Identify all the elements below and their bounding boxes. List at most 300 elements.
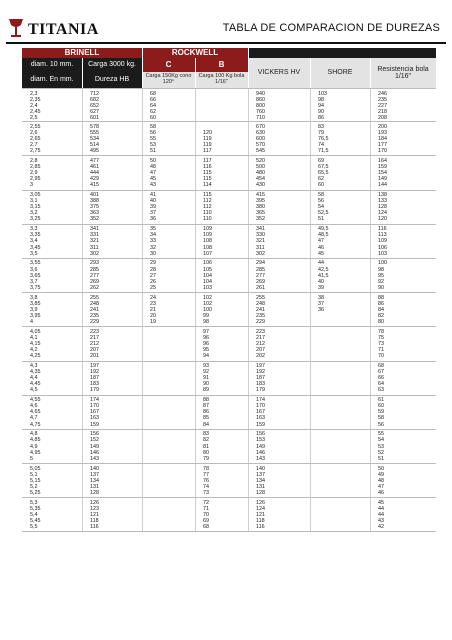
table-cell: 84: [378, 306, 384, 313]
table-cell: 156: [256, 431, 265, 438]
table-cell: 105: [203, 266, 212, 273]
table-cell: 3,35: [30, 232, 41, 239]
table-cell: 159: [378, 163, 387, 170]
table-cell: 600: [256, 135, 265, 142]
table-cell: 86: [378, 300, 384, 307]
table-cell: 97: [203, 328, 209, 335]
table-cell: 65,5: [318, 170, 329, 177]
table-cell: 365: [256, 210, 265, 217]
column-divider: [370, 156, 371, 189]
table-cell: 202: [256, 353, 265, 360]
comparison-table: [22, 48, 436, 532]
table-cell: 3,2: [30, 210, 38, 217]
table-cell: 5,15: [30, 477, 41, 484]
column-divider: [195, 430, 196, 463]
column-divider: [142, 89, 143, 121]
table-cell: 4,1: [30, 334, 38, 341]
table-cell: 159: [90, 421, 99, 428]
table-row-group: [22, 122, 436, 156]
table-cell: 5,1: [30, 471, 38, 478]
table-cell: 2,65: [30, 135, 41, 142]
table-cell: 81: [203, 443, 209, 450]
column-divider: [370, 396, 371, 429]
table-cell: 261: [256, 284, 265, 291]
column-divider: [310, 156, 311, 189]
column-divider: [82, 191, 83, 224]
table-cell: 41: [150, 192, 156, 199]
table-cell: 760: [256, 108, 265, 115]
table-cell: 429: [90, 176, 99, 183]
column-divider: [82, 122, 83, 155]
table-cell: 124: [378, 210, 387, 217]
table-cell: 4,25: [30, 353, 41, 360]
table-cell: 60: [150, 114, 156, 121]
table-cell: 88: [203, 397, 209, 404]
table-cell: 85: [203, 415, 209, 422]
table-cell: 401: [90, 192, 99, 199]
table-cell: 43: [378, 518, 384, 525]
table-cell: 36: [150, 216, 156, 223]
table-cell: 20: [150, 312, 156, 319]
table-cell: 235: [256, 312, 265, 319]
table-cell: 5: [30, 455, 33, 462]
table-cell: 4,35: [30, 369, 41, 376]
table-cell: 25: [150, 284, 156, 291]
column-divider: [142, 293, 143, 326]
column-divider: [370, 498, 371, 531]
table-cell: 58: [378, 415, 384, 422]
table-cell: 76: [203, 477, 209, 484]
table-cell: 3,8: [30, 294, 38, 301]
table-row-group: [22, 430, 436, 464]
table-cell: 89: [203, 387, 209, 394]
column-divider: [195, 327, 196, 360]
table-cell: 51: [150, 148, 156, 155]
column-divider: [370, 122, 371, 155]
table-cell: 123: [90, 505, 99, 512]
table-cell: 108: [203, 238, 212, 245]
table-cell: 35: [150, 226, 156, 233]
table-cell: 940: [256, 90, 265, 97]
table-cell: 48,5: [318, 232, 329, 239]
table-cell: 174: [90, 397, 99, 404]
table-cell: 352: [256, 216, 265, 223]
table-cell: 53: [150, 141, 156, 148]
table-cell: 52: [378, 449, 384, 456]
header-diam-en: diam. En mm.: [22, 72, 82, 88]
table-cell: 44: [378, 505, 384, 512]
table-cell: 39: [318, 284, 324, 291]
table-cell: 454: [256, 176, 265, 183]
table-cell: 167: [256, 409, 265, 416]
table-cell: 5,2: [30, 483, 38, 490]
table-cell: 375: [90, 204, 99, 211]
table-cell: 120: [203, 129, 212, 136]
column-divider: [370, 430, 371, 463]
table-cell: 78: [203, 465, 209, 472]
column-divider: [142, 156, 143, 189]
table-cell: 99: [203, 312, 209, 319]
table-cell: 2,55: [30, 123, 41, 130]
table-cell: 88: [378, 294, 384, 301]
table-cell: 415: [256, 192, 265, 199]
table-cell: 3,1: [30, 198, 38, 205]
table-cell: 3,6: [30, 266, 38, 273]
wine-glass-icon: [6, 17, 26, 39]
table-cell: 48: [150, 163, 156, 170]
table-cell: 56: [150, 129, 156, 136]
table-cell: 3,05: [30, 192, 41, 199]
table-cell: 183: [256, 381, 265, 388]
table-cell: 98: [203, 319, 209, 326]
table-cell: 246: [378, 90, 387, 97]
table-cell: 2,4: [30, 102, 38, 109]
table-cell: 19: [150, 319, 156, 326]
column-divider: [248, 498, 249, 531]
table-cell: 223: [90, 328, 99, 335]
column-divider: [310, 464, 311, 497]
table-cell: 3,55: [30, 260, 41, 267]
table-cell: 192: [256, 369, 265, 376]
table-cell: 183: [90, 381, 99, 388]
table-cell: 143: [90, 455, 99, 462]
table-cell: 66: [378, 375, 384, 382]
header-rule: [6, 42, 446, 44]
table-cell: 33: [150, 238, 156, 245]
table-cell: 46: [378, 489, 384, 496]
table-cell: 80: [378, 319, 384, 326]
table-cell: 285: [256, 266, 265, 273]
table-cell: 37: [150, 210, 156, 217]
table-cell: 207: [90, 347, 99, 354]
table-cell: 67: [378, 369, 384, 376]
column-divider: [370, 327, 371, 360]
column-divider: [195, 396, 196, 429]
table-cell: 24: [150, 294, 156, 301]
header-carga3000: Carga 3000 kg.: [82, 58, 142, 72]
table-cell: 630: [256, 129, 265, 136]
header-spacer: [248, 48, 436, 58]
table-body: [22, 88, 436, 532]
table-cell: 860: [256, 96, 265, 103]
table-cell: 75: [378, 334, 384, 341]
column-divider: [82, 464, 83, 497]
header-resistencia: Resistencia bola 1/16": [370, 58, 436, 88]
table-cell: 670: [256, 123, 265, 130]
column-divider: [310, 362, 311, 395]
table-cell: 197: [90, 363, 99, 369]
table-cell: 545: [256, 148, 265, 155]
column-divider: [195, 191, 196, 224]
table-cell: 95: [203, 347, 209, 354]
column-divider: [248, 156, 249, 189]
table-cell: 710: [256, 114, 265, 121]
table-cell: 66: [150, 96, 156, 103]
table-cell: 134: [90, 477, 99, 484]
table-cell: 179: [256, 387, 265, 394]
table-row-group: [22, 396, 436, 430]
table-cell: 269: [90, 278, 99, 285]
column-divider: [142, 225, 143, 258]
table-cell: 92: [378, 278, 384, 285]
table-cell: 110: [203, 216, 212, 223]
table-cell: 218: [378, 108, 387, 115]
column-divider: [82, 430, 83, 463]
table-cell: 73: [203, 489, 209, 496]
table-cell: 38: [318, 294, 324, 301]
header-brinell: BRINELL: [22, 48, 142, 58]
logo-text: TITANIA: [28, 21, 99, 38]
table-cell: 42: [378, 524, 384, 531]
table-cell: 2,3: [30, 90, 38, 97]
table-cell: 59: [378, 409, 384, 416]
column-divider: [310, 396, 311, 429]
table-cell: 146: [256, 449, 265, 456]
table-cell: 170: [90, 403, 99, 410]
table-cell: 3: [30, 182, 33, 189]
table-cell: 170: [256, 403, 265, 410]
table-cell: 223: [256, 328, 265, 335]
table-cell: 42,5: [318, 266, 329, 273]
table-cell: 302: [256, 250, 265, 257]
table-row-group: [22, 225, 436, 259]
table-cell: 352: [90, 216, 99, 223]
table-cell: 32: [150, 244, 156, 251]
table-cell: 520: [256, 157, 265, 164]
table-cell: 49: [378, 471, 384, 478]
table-cell: 118: [90, 518, 99, 525]
table-cell: 64: [378, 381, 384, 388]
column-divider: [248, 89, 249, 121]
table-cell: 51: [318, 216, 324, 223]
table-cell: 156: [90, 431, 99, 438]
table-cell: 61: [378, 397, 384, 404]
table-cell: 3,95: [30, 312, 41, 319]
table-cell: 30: [150, 250, 156, 257]
table-cell: 43: [150, 182, 156, 189]
table-cell: 3,75: [30, 284, 41, 291]
table-cell: 3,9: [30, 306, 38, 313]
column-divider: [310, 293, 311, 326]
table-cell: 116: [203, 163, 212, 170]
header-vickers: VICKERS HV: [248, 58, 310, 88]
table-cell: 477: [90, 157, 99, 164]
table-cell: 34: [150, 232, 156, 239]
table-cell: 601: [90, 114, 99, 121]
table-cell: 78: [378, 328, 384, 335]
table-cell: 2,45: [30, 108, 41, 115]
column-divider: [82, 498, 83, 531]
column-divider: [82, 327, 83, 360]
table-cell: 3,3: [30, 226, 38, 233]
table-cell: 126: [256, 499, 265, 506]
table-cell: 131: [256, 483, 265, 490]
column-divider: [142, 396, 143, 429]
table-cell: 128: [378, 204, 387, 211]
table-cell: 109: [203, 232, 212, 239]
table-cell: 2,85: [30, 163, 41, 170]
table-cell: 800: [256, 102, 265, 109]
column-divider: [248, 225, 249, 258]
table-cell: 212: [90, 341, 99, 347]
column-divider: [142, 259, 143, 292]
table-cell: 187: [90, 375, 99, 382]
table-row-group: [22, 259, 436, 293]
table-cell: 119: [203, 141, 212, 148]
table-cell: 102: [203, 300, 212, 307]
table-cell: 255: [256, 294, 265, 301]
table-cell: 4,9: [30, 443, 38, 450]
table-cell: 4,75: [30, 421, 41, 428]
table-cell: 4,85: [30, 437, 41, 444]
header-c: C: [142, 58, 195, 72]
table-cell: 69: [318, 157, 324, 164]
column-divider: [195, 225, 196, 258]
table-cell: 255: [90, 294, 99, 301]
column-divider: [248, 259, 249, 292]
table-cell: 82: [203, 437, 209, 444]
table-cell: 121: [90, 511, 99, 518]
table-cell: 212: [256, 341, 265, 347]
column-divider: [142, 327, 143, 360]
table-cell: 341: [90, 226, 99, 233]
table-cell: 5,3: [30, 499, 38, 506]
table-cell: 330: [256, 232, 265, 239]
table-cell: 63: [378, 387, 384, 394]
table-cell: 128: [90, 489, 99, 496]
column-divider: [370, 464, 371, 497]
column-divider: [370, 225, 371, 258]
table-cell: 67,5: [318, 163, 329, 170]
table-cell: 154: [378, 170, 387, 177]
table-cell: 104: [203, 278, 212, 285]
table-cell: 92: [203, 369, 209, 376]
table-cell: 131: [90, 483, 99, 490]
table-cell: 48: [378, 477, 384, 484]
table-cell: 94: [203, 353, 209, 360]
table-cell: 64: [150, 102, 156, 109]
table-cell: 39: [150, 204, 156, 211]
table-cell: 152: [90, 437, 99, 444]
table-cell: 3,15: [30, 204, 41, 211]
table-cell: 395: [256, 198, 265, 205]
table-cell: 137: [256, 471, 265, 478]
table-cell: 124: [256, 505, 265, 512]
table-cell: 248: [256, 300, 265, 307]
column-divider: [142, 362, 143, 395]
table-cell: 94: [318, 102, 324, 109]
table-cell: 73: [378, 341, 384, 347]
table-cell: 83: [203, 431, 209, 438]
table-cell: 47: [378, 483, 384, 490]
table-cell: 3,65: [30, 272, 41, 279]
table-cell: 4,8: [30, 431, 38, 438]
column-divider: [82, 89, 83, 121]
table-cell: 98: [378, 266, 384, 273]
table-cell: 217: [90, 334, 99, 341]
table-cell: 117: [203, 157, 212, 164]
table-cell: 114: [203, 182, 212, 189]
table-cell: 138: [378, 192, 387, 199]
table-cell: 3,25: [30, 216, 41, 223]
table-cell: 45: [150, 176, 156, 183]
table-cell: 62: [318, 176, 324, 183]
header-shore: SHORE: [310, 58, 370, 88]
table-cell: 578: [90, 123, 99, 130]
column-divider: [142, 430, 143, 463]
table-cell: 128: [256, 489, 265, 496]
column-divider: [142, 191, 143, 224]
table-cell: 71,5: [318, 148, 329, 155]
column-divider: [142, 464, 143, 497]
table-cell: 4,6: [30, 403, 38, 410]
table-cell: 46: [318, 244, 324, 251]
table-cell: 68: [203, 524, 209, 531]
header-carga150: Carga 150Kg cono 120°: [142, 72, 195, 88]
table-cell: 4,05: [30, 328, 41, 335]
table-cell: 3,85: [30, 300, 41, 307]
table-cell: 53: [378, 443, 384, 450]
table-cell: 5,05: [30, 465, 41, 472]
column-divider: [195, 89, 196, 121]
table-cell: 49,5: [318, 226, 329, 233]
column-divider: [310, 191, 311, 224]
column-divider: [248, 293, 249, 326]
table-cell: 108: [203, 244, 212, 251]
table-cell: 60: [378, 403, 384, 410]
table-cell: 112: [203, 204, 212, 211]
table-cell: 50: [150, 157, 156, 164]
header-b: B: [195, 58, 248, 72]
table-cell: 235: [378, 96, 387, 103]
table-cell: 47: [318, 238, 324, 245]
column-divider: [82, 259, 83, 292]
table-row-group: [22, 88, 436, 122]
table-cell: 331: [90, 232, 99, 239]
table-cell: 712: [90, 90, 99, 97]
table-cell: 4,3: [30, 363, 38, 369]
table-cell: 47: [150, 170, 156, 177]
table-cell: 116: [256, 524, 265, 531]
table-row-group: [22, 293, 436, 327]
column-divider: [370, 293, 371, 326]
table-cell: 54: [378, 437, 384, 444]
table-cell: 68: [150, 90, 156, 97]
table-cell: 341: [256, 226, 265, 233]
column-divider: [195, 156, 196, 189]
table-cell: 2,75: [30, 148, 41, 155]
column-divider: [310, 89, 311, 121]
table-cell: 29: [150, 260, 156, 267]
table-cell: 4,4: [30, 375, 38, 382]
table-cell: 4,45: [30, 381, 41, 388]
table-cell: 28: [150, 266, 156, 273]
table-cell: 5,4: [30, 511, 38, 518]
table-cell: 109: [203, 226, 212, 233]
table-row-group: [22, 498, 436, 532]
table-cell: 500: [256, 163, 265, 170]
table-cell: 5,45: [30, 518, 41, 525]
table-cell: 200: [378, 123, 387, 130]
table-cell: 4,95: [30, 449, 41, 456]
table-cell: 2,9: [30, 170, 38, 177]
table-cell: 5,35: [30, 505, 41, 512]
table-cell: 51: [378, 455, 384, 462]
table-cell: 104: [203, 272, 212, 279]
table-cell: 55: [378, 431, 384, 438]
table-cell: 144: [378, 182, 387, 189]
column-divider: [310, 225, 311, 258]
